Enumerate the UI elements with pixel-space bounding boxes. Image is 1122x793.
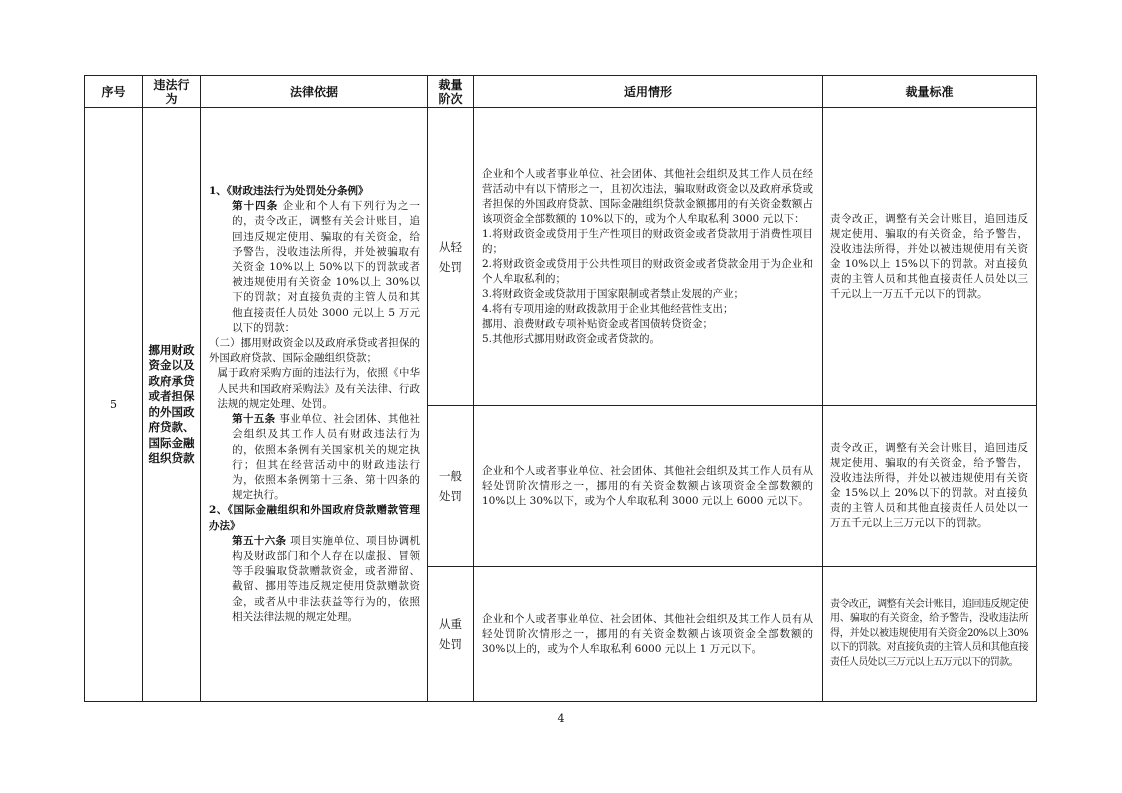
legal-basis bbox=[201, 108, 428, 702]
situation-lenient-item-4: 4.将有专项用途的财政拨款用于企业其他经营性支出； bbox=[482, 302, 734, 315]
level-general-text: 一般处罚 bbox=[438, 469, 462, 503]
article-15-text: 事业单位、社会团体、其他社会组织及其工作人员有财政违法行为的，依照本条例有关国家机关的规定执行；但其在经营活动中的财政违法行为，依照本条例第十三条、第十四条的规定执行。 bbox=[232, 413, 421, 502]
situation-lenient-item-3: 3.将财政资金或贷款用于国家限制或者禁止发展的产业； bbox=[482, 287, 745, 300]
level-lenient-text: 从轻处罚 bbox=[438, 239, 462, 274]
article-14-tail: 属于政府采购方面的违法行为，依照《中华人民共和国政府采购法》及有关法律、行政法规的规定处理、处罚。 bbox=[217, 367, 420, 410]
header-row bbox=[85, 76, 1037, 108]
situation-severe: 企业和个人或者事业单位、社会团体、其他社会组织及其工作人员有从轻处罚阶次情形之一，挪用的有关资金数额占该项资金全部数额的 30%以上的，或为个人牟取私利 6000 元以上 1 万元以下。 bbox=[474, 567, 823, 702]
violation-act: 挪用财政资金以及政府承贷或者担保的外国政府贷款、国际金融组织贷款 bbox=[143, 108, 201, 702]
header-act-text: 违法行为 bbox=[153, 77, 190, 106]
level-lenient bbox=[428, 108, 474, 406]
penalty-standard-table bbox=[84, 75, 1037, 702]
table-row bbox=[85, 108, 1037, 406]
situation-lenient-item-1: 1.将财政资金或贷用于生产性项目的财政资金或者贷款用于消费性项目的； bbox=[482, 227, 813, 255]
penalty-table-container bbox=[84, 75, 1036, 701]
article-56-label: 第五十六条 bbox=[232, 534, 287, 547]
row-number: 5 bbox=[85, 108, 143, 702]
article-14-text: 企业和个人有下列行为之一的，责令改正，调整有关会计账目，追回违反规定使用、骗取的有关资金，给予警告，没收违法所得，并处被骗取有关资金 10%以上 50%以下的罚款或者被违规使用有关资金 10%以上 30%以下的罚款；对直接负责的主管人员和其他直接责任人员处 3000 元以上 5 万元以下的罚款： bbox=[232, 200, 420, 334]
header-law: 法律依据 bbox=[201, 76, 428, 108]
article-15-label: 第十五条 bbox=[232, 413, 276, 426]
page-number: 4 bbox=[557, 712, 565, 725]
situation-lenient bbox=[474, 108, 823, 406]
standard-severe: 责令改正，调整有关会计账目，追回违反规定使用、骗取的有关资金，给予警告，没收违法所得，并处以被违规使用有关资金20%以上30%以下的罚款。对直接负责的主管人员和其他直接责任人员处以三万元以上五万元以下的罚款。 bbox=[823, 567, 1037, 702]
level-severe-text: 从重处罚 bbox=[438, 617, 462, 651]
law-title-2: 2、《国际金融组织和外国政府贷款赠款管理办法》 bbox=[209, 504, 420, 532]
situation-lenient-intro: 企业和个人或者事业单位、社会团体、其他社会组织及其工作人员在经营活动中有以下情形之一，且初次违法，骗取财政资金以及政府承贷或者担保的外国政府贷款、国际金融组织贷款金额挪用的有关资金数额占该项资金全部数额的 10%以下的，或为个人牟取私利 3000 元以下： bbox=[482, 167, 813, 225]
header-situation: 适用情形 bbox=[474, 76, 823, 108]
situation-lenient-item-4b: 挪用、浪费财政专项补贴资金或者国债转贷资金； bbox=[482, 317, 713, 330]
header-level-text: 裁量阶次 bbox=[438, 77, 463, 106]
level-general bbox=[428, 406, 474, 567]
situation-lenient-item-5: 5.其他形式挪用财政资金或者贷款的。 bbox=[482, 332, 661, 345]
article-14-label: 第十四条 bbox=[232, 200, 279, 213]
header-no: 序号 bbox=[85, 76, 143, 108]
standard-general: 责令改正，调整有关会计账目，追回违反规定使用、骗取的有关资金，给予警告，没收违法所得，并处以被违规使用有关资金 15%以上 20%以下的罚款。对直接负责的主管人员和其他直接责任人员处以一万五千元以上三万元以下的罚款。 bbox=[823, 406, 1037, 567]
header-standard: 裁量标准 bbox=[823, 76, 1037, 108]
article-14-item-2: （二）挪用财政资金以及政府承贷或者担保的外国政府贷款、国际金融组织贷款； bbox=[209, 337, 420, 365]
situation-lenient-item-2: 2.将财政资金或贷用于公共性项目的财政资金或者贷款金用于为企业和个人牟取私利的； bbox=[482, 257, 813, 285]
header-act bbox=[143, 76, 201, 108]
level-severe bbox=[428, 567, 474, 702]
standard-lenient: 责令改正，调整有关会计账目，追回违反规定使用、骗取的有关资金，给予警告，没收违法所得，并处以被违规使用有关资金 10%以上 15%以下的罚款。对直接负责的主管人员和其他直接责任人员处以三千元以上一万五千元以下的罚款。 bbox=[823, 108, 1037, 406]
situation-general: 企业和个人或者事业单位、社会团体、其他社会组织及其工作人员有从轻处罚阶次情形之一，挪用的有关资金数额占该项资金全部数额的 10%以上 30%以下，或为个人牟取私利 3000 元以上 6000 元以下。 bbox=[474, 406, 823, 567]
law-title-1: 1、《财政违法行为处罚处分条例》 bbox=[209, 185, 369, 198]
article-56-text: 项目实施单位、项目协调机构及财政部门和个人存在以虚报、冒领等手段骗取贷款赠款资金，或者滞留、截留、挪用等违反规定使用贷款赠款资金，或者从中非法获益等行为的，依照相关法律法规的规定处理。 bbox=[232, 534, 421, 623]
header-level bbox=[428, 76, 474, 108]
